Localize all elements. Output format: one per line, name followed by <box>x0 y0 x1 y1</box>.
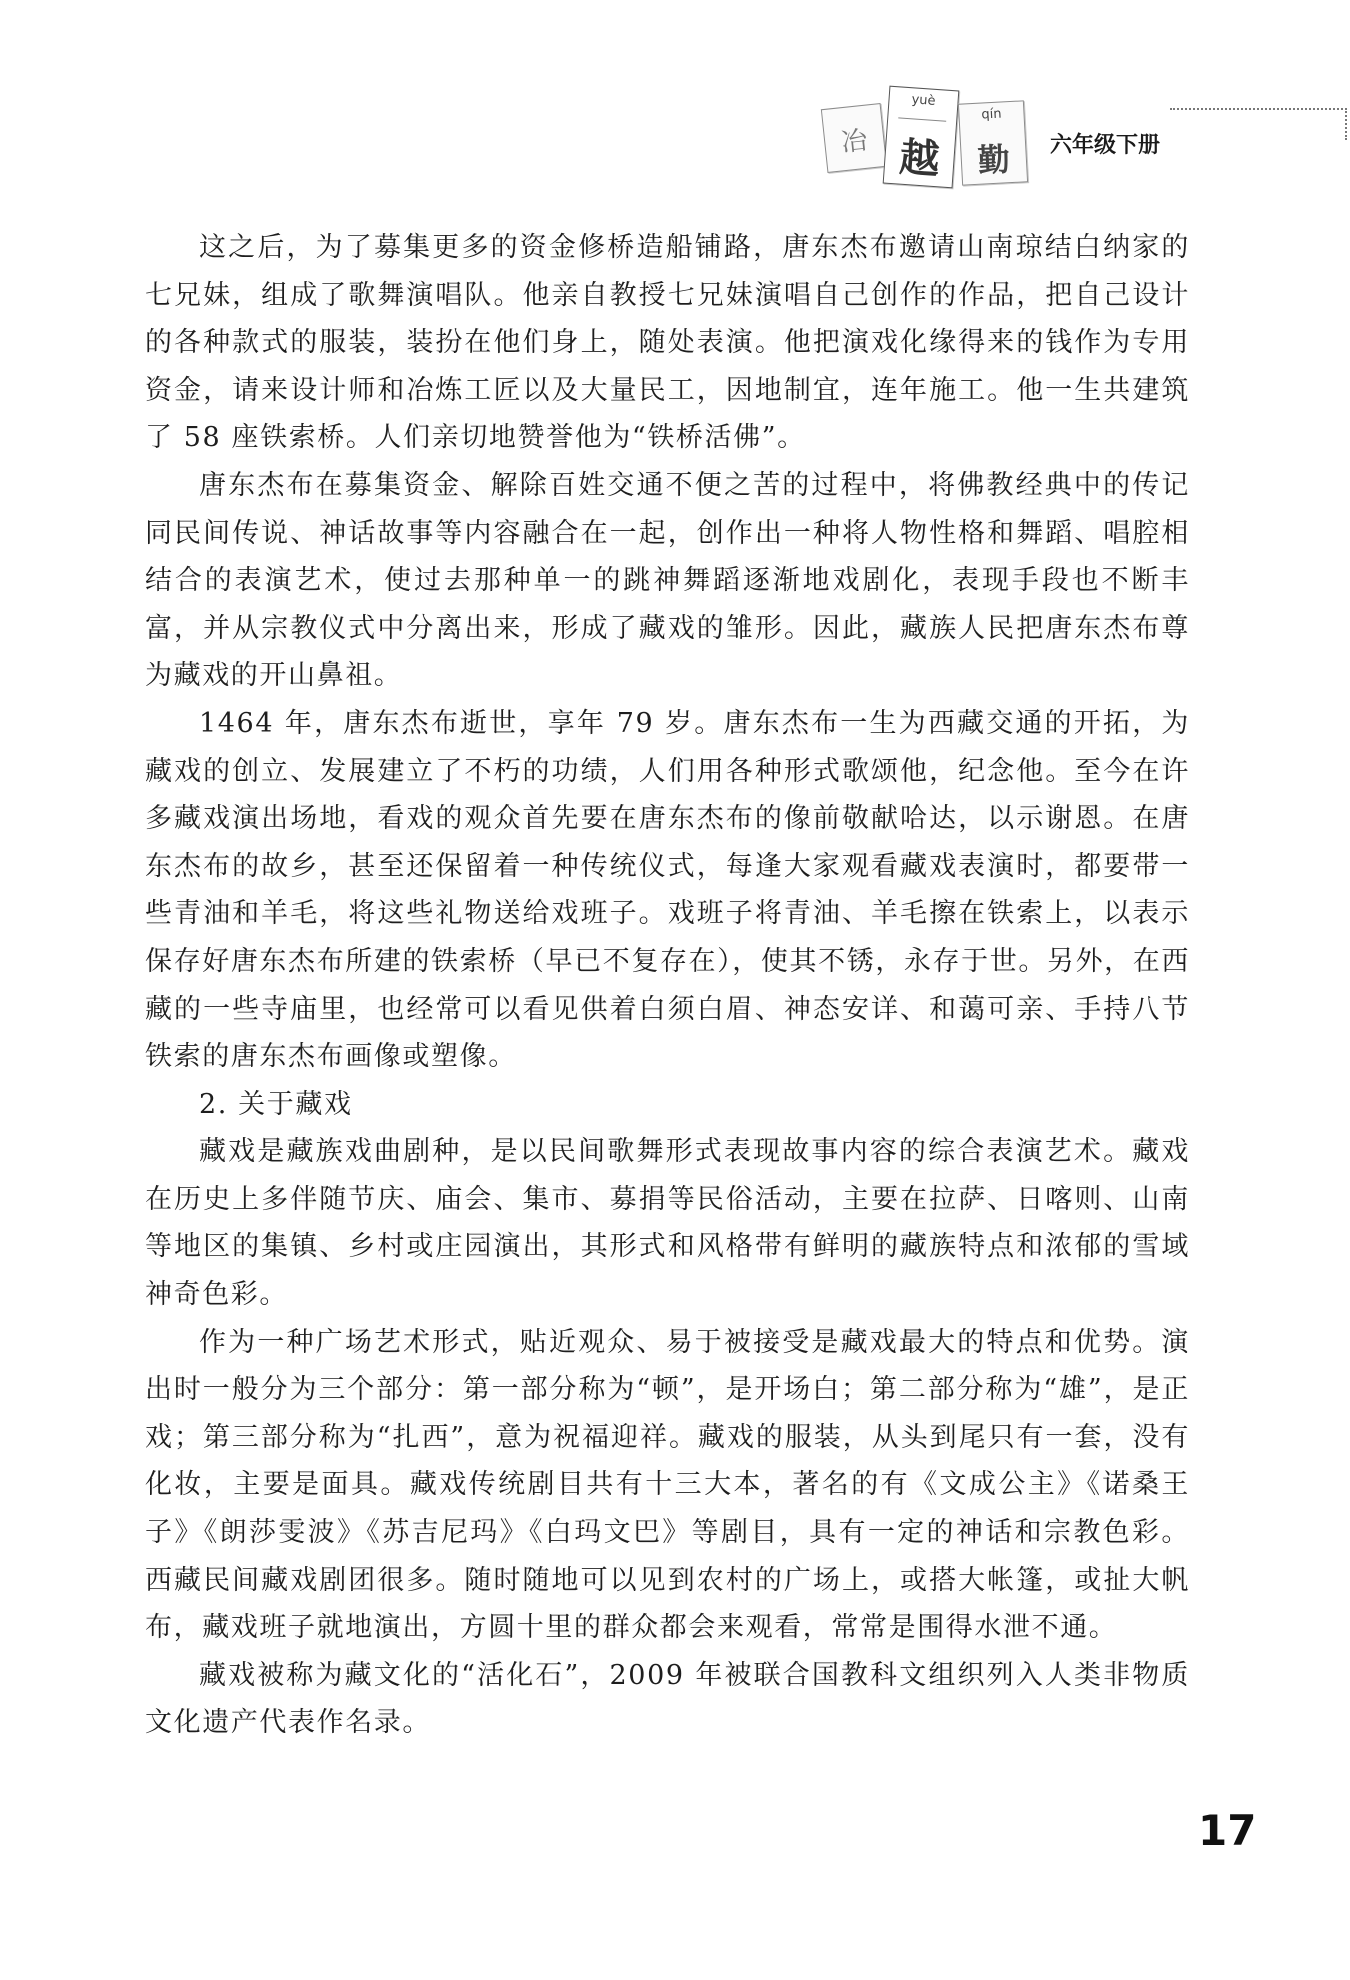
paragraph: 藏戏是藏族戏曲剧种，是以民间歌舞形式表现故事内容的综合表演艺术。藏戏在历史上多伴随节庆、庙会、集市、募捐等民俗活动，主要在拉萨、日喀则、山南等地区的集镇、乡村或庄园演出，其形式和风格带有鲜明的藏族特点和浓郁的雪域神奇色彩。 <box>145 1136 1190 1311</box>
header-dotted-rule <box>1170 108 1347 140</box>
paragraph: 作为一种广场艺术形式，贴近观众、易于被接受是藏戏最大的特点和优势。演出时一般分为三个部分：第一部分称为“顿”，是开场白；第二部分称为“雄”，是正戏；第三部分称为“扎西”，意为祝福迎祥。藏戏的服装，从头到尾只有一套，没有化妆，主要是面具。藏戏传统剧目共有十三大本，著名的有《文成公主》《诺桑王子》《朗莎雯波》《苏吉尼玛》《白玛文巴》等剧目，具有一定的神话和宗教色彩。西藏民间藏戏剧团很多。随时随地可以见到农村的广场上，或搭大帐篷，或扯大帆布，藏戏班子就地演出，方圆十里的群众都会来观看，常常是围得水泄不通。 <box>145 1326 1190 1644</box>
paragraph: 这之后，为了募集更多的资金修桥造船铺路，唐东杰布邀请山南琼结白纳家的七兄妹，组成了歌舞演唱队。他亲自教授七兄妹演唱自己创作的作品，把自己设计的各种款式的服装，装扮在他们身上，随处表演。他把演戏化缘得来的钱作为专用资金，请来设计师和冶炼工匠以及大量民工，因地制宜，连年施工。他一生共建筑了 58 座铁索桥。人们亲切地赞誉他为“铁桥活佛”。 <box>145 232 1190 454</box>
page-header <box>800 80 1350 190</box>
logo-tile-qin <box>958 100 1028 185</box>
paragraph: 唐东杰布在募集资金、解除百姓交通不便之苦的过程中，将佛教经典中的传记同民间传说、神话故事等内容融合在一起，创作出一种将人物性格和舞蹈、唱腔相结合的表演艺术，使过去那种单一的跳神舞蹈逐渐地戏剧化，表现手段也不断丰富，并从宗教仪式中分离出来，形成了藏戏的雏形。因此，藏族人民把唐东杰布尊为藏戏的开山鼻祖。 <box>145 469 1190 692</box>
logo-pinyin: qín <box>981 106 1002 123</box>
logo-char: 越 <box>897 133 942 184</box>
logo-tile-ye <box>821 103 887 173</box>
page-body <box>145 224 1190 1747</box>
book-logo <box>824 88 1044 188</box>
section-heading: 2. 关于藏戏 <box>199 1088 353 1120</box>
paragraph: 藏戏被称为藏文化的“活化石”，2009 年被联合国教科文组织列入人类非物质文化遗产代表作名录。 <box>145 1659 1190 1739</box>
logo-pinyin: yuè <box>911 92 937 109</box>
page-number: 17 <box>1198 1806 1257 1855</box>
logo-char: 冶 <box>839 125 869 159</box>
logo-divider <box>898 117 946 121</box>
logo-tile-yue <box>883 86 960 189</box>
grade-label: 六年级下册 <box>1050 133 1161 158</box>
logo-char: 勤 <box>976 140 1011 180</box>
paragraph: 1464 年，唐东杰布逝世，享年 79 岁。唐东杰布一生为西藏交通的开拓，为藏戏的创立、发展建立了不朽的功绩，人们用各种形式歌颂他，纪念他。至今在许多藏戏演出场地，看戏的观众首先要在唐东杰布的像前敬献哈达，以示谢恩。在唐东杰布的故乡，甚至还保留着一种传统仪式，每逢大家观看藏戏表演时，都要带一些青油和羊毛，将这些礼物送给戏班子。戏班子将青油、羊毛擦在铁索上，以表示保存好唐东杰布所建的铁索桥（早已不复存在），使其不锈，永存于世。另外，在西藏的一些寺庙里，也经常可以看见供着白须白眉、神态安详、和蔼可亲、手持八节铁索的唐东杰布画像或塑像。 <box>145 707 1190 1073</box>
